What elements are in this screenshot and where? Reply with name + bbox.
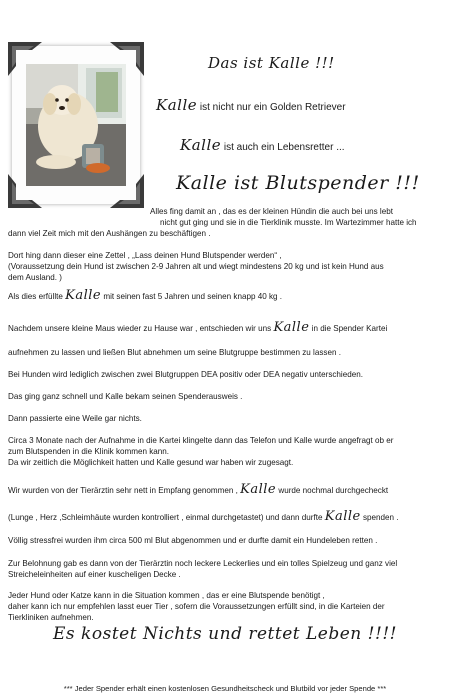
paragraph-intro: [8, 206, 417, 240]
text-segment: (Lunge , Herz ,Schleimhäute wurden kontrolliert , einmal durchgetastet) und dann durfte: [8, 513, 325, 522]
text-line: Das ging ganz schnell und Kalle bekam seinen Spenderausweis .: [8, 392, 243, 401]
paragraph-empfang: [8, 484, 388, 496]
text-line: daher kann ich nur empfehlen lasst euer Tier , sofern die Voraussetzungen erfüllt sind, in die Karteien der: [8, 602, 385, 612]
paragraph-dea: [8, 369, 363, 380]
text-segment: Nachdem unsere kleine Maus wieder zu Hause war , entschieden wir uns: [8, 324, 274, 333]
subtitle-line-2: [180, 136, 345, 154]
text-segment: Als dies erfüllte: [8, 292, 66, 301]
text-line: Alles fing damit an , das es der kleinen Hündin die auch bei uns lebt: [150, 207, 393, 216]
text-line: dem Ausland. ): [8, 273, 62, 283]
text-line: aufnehmen zu lassen und ließen Blut abnehmen um seine Blutgruppe bestimmen zu lassen .: [8, 348, 341, 357]
name-kalle: Kalle: [240, 482, 277, 497]
paragraph-untersuchung: [8, 511, 399, 523]
paragraph-weile: [8, 413, 142, 424]
photo-frame: [12, 46, 140, 204]
subtitle-text: ist nicht nur ein Golden Retriever: [197, 102, 346, 113]
text-line: Zur Belohnung gab es dann von der Tierärztin noch leckere Leckerlies und ein tolles Spielzeug und ganz viel: [8, 559, 398, 568]
paragraph-erfuellt: [8, 290, 282, 302]
paragraph-telefon: [8, 435, 393, 469]
text-segment: Wir wurden von der Tierärztin sehr nett in Empfang genommen ,: [8, 486, 241, 495]
paragraph-empfehlung: [8, 590, 385, 624]
text-line: Bei Hunden wird lediglich zwischen zwei Blutgruppen DEA positiv oder DEA negativ unterschieden.: [8, 370, 363, 379]
closing-slogan: Es kostet Nichts und rettet Leben !!!!: [53, 624, 397, 644]
text-line: Dann passierte eine Weile gar nichts.: [8, 414, 142, 423]
footer-note: *** Jeder Spender erhält einen kostenlosen Gesundheitscheck und Blutbild vor jeder Spende ***: [63, 684, 387, 693]
subtitle-line-1: [156, 96, 346, 114]
text-line: Da wir zeitlich die Möglichkeit hatten und Kalle gesund war haben wir zugesagt.: [8, 458, 294, 468]
subtitle-text: ist auch ein Lebensretter ...: [221, 142, 345, 153]
text-line: Völlig stressfrei wurden ihm circa 500 ml Blut abgenommen und er durfte damit ein Hundeleben retten .: [8, 536, 378, 545]
photo-corner-bottom-right: [110, 174, 144, 208]
dog-photo: [26, 64, 126, 186]
text-line: Streicheleinheiten auf einer kuscheligen Decke .: [8, 570, 181, 580]
photo-corner-bottom-left: [8, 174, 42, 208]
page-title: Das ist Kalle !!!: [208, 54, 335, 72]
text-segment: wurde nochmal durchgecheckt: [276, 486, 389, 495]
name-kalle: Kalle: [273, 320, 310, 335]
paragraph-zettel: [8, 250, 384, 284]
name-kalle: Kalle: [156, 96, 198, 114]
name-kalle: Kalle: [65, 288, 102, 303]
text-segment: mit seinen fast 5 Jahren und seinen knapp 40 kg .: [101, 292, 283, 301]
headline-blutspender: Kalle ist Blutspender !!!: [176, 172, 420, 194]
paragraph-blutgruppe: [8, 347, 341, 358]
text-line: Tierkliniken aufnehmen.: [8, 613, 94, 623]
paragraph-kartei: [8, 322, 387, 334]
text-line: dann viel Zeit mich mit den Aushängen zu beschäftigen .: [8, 229, 211, 239]
text-line: (Voraussetzung dein Hund ist zwischen 2-9 Jahren alt und wiegt mindestens 20 kg und ist kein Hund aus: [8, 262, 384, 272]
name-kalle: Kalle: [324, 509, 361, 524]
text-line: Dort hing dann dieser eine Zettel , „Lass deinen Hund Blutspender werden“ ,: [8, 251, 282, 260]
paragraph-stressfrei: [8, 535, 377, 546]
text-line: zum Blutspenden in die Klinik kommen kann.: [8, 447, 170, 457]
photo-corner-top-right: [110, 42, 144, 76]
name-kalle: Kalle: [180, 136, 222, 154]
text-line: Circa 3 Monate nach der Aufnahme in die Kartei klingelte dann das Telefon und Kalle wurde angefragt ob er: [8, 436, 394, 445]
text-line: Jeder Hund oder Katze kann in die Situation kommen , das er eine Blutspende benötigt ,: [8, 591, 325, 600]
text-segment: spenden .: [360, 513, 399, 522]
paragraph-ausweis: [8, 391, 242, 402]
paragraph-belohnung: [8, 558, 397, 580]
text-segment: in die Spender Kartei: [309, 324, 388, 333]
text-line: nicht gut ging und sie in die Tierklinik musste. Im Wartezimmer hatte ich: [160, 218, 417, 228]
photo-corner-top-left: [8, 42, 42, 76]
